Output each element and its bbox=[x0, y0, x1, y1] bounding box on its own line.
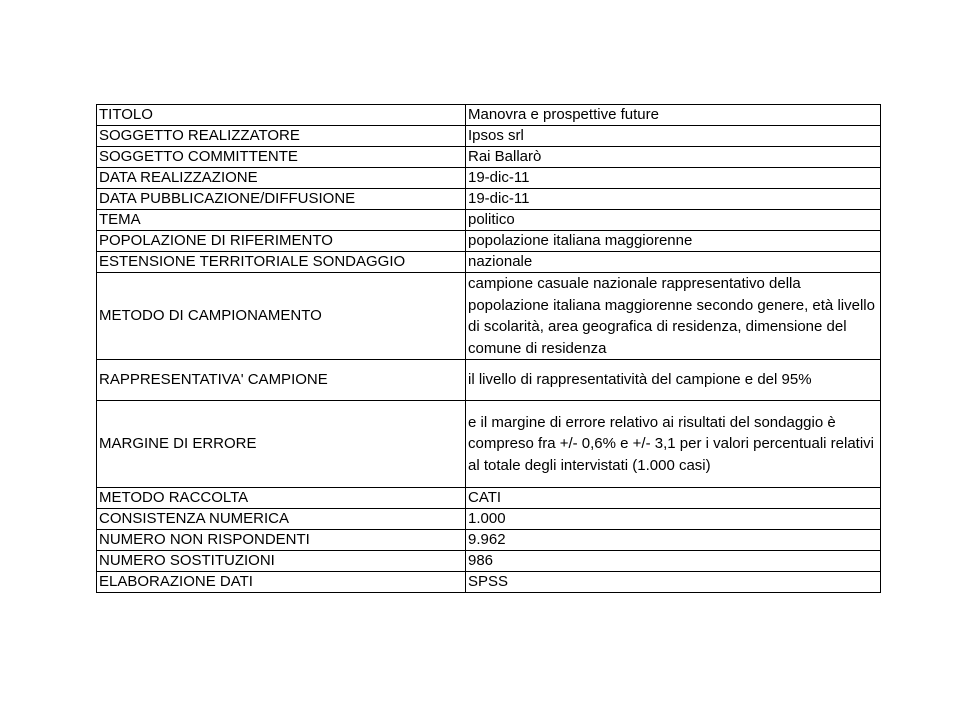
row-label-metodo-campionamento: METODO DI CAMPIONAMENTO bbox=[97, 273, 466, 360]
table-row bbox=[97, 530, 881, 551]
row-label-estensione: ESTENSIONE TERRITORIALE SONDAGGIO bbox=[97, 252, 466, 273]
row-value-tema: politico bbox=[466, 210, 881, 231]
table-row bbox=[97, 231, 881, 252]
table-row bbox=[97, 401, 881, 488]
table-row bbox=[97, 273, 881, 360]
row-label-metodo-raccolta: METODO RACCOLTA bbox=[97, 488, 466, 509]
row-value-data-realizzazione: 19-dic-11 bbox=[466, 168, 881, 189]
row-label-margine-errore: MARGINE DI ERRORE bbox=[97, 401, 466, 488]
row-label-popolazione: POPOLAZIONE DI RIFERIMENTO bbox=[97, 231, 466, 252]
table-row bbox=[97, 360, 881, 401]
row-value-sostituzioni: 986 bbox=[466, 551, 881, 572]
row-value-metodo-campionamento: campione casuale nazionale rappresentativo della popolazione italiana maggiorenne secondo genere, età livello di scolarità, area geografica di residenza, dimensione del comune di residenza bbox=[466, 273, 881, 360]
row-value-estensione: nazionale bbox=[466, 252, 881, 273]
row-value-consistenza: 1.000 bbox=[466, 509, 881, 530]
table-row bbox=[97, 488, 881, 509]
row-label-non-rispondenti: NUMERO NON RISPONDENTI bbox=[97, 530, 466, 551]
row-label-tema: TEMA bbox=[97, 210, 466, 231]
row-value-data-pubblicazione: 19-dic-11 bbox=[466, 189, 881, 210]
table-row bbox=[97, 105, 881, 126]
row-value-titolo: Manovra e prospettive future bbox=[466, 105, 881, 126]
row-label-sostituzioni: NUMERO SOSTITUZIONI bbox=[97, 551, 466, 572]
table-row bbox=[97, 126, 881, 147]
table-row bbox=[97, 252, 881, 273]
row-value-soggetto-committente: Rai Ballarò bbox=[466, 147, 881, 168]
table-row bbox=[97, 210, 881, 231]
table-row bbox=[97, 572, 881, 593]
row-label-consistenza: CONSISTENZA NUMERICA bbox=[97, 509, 466, 530]
row-label-soggetto-committente: SOGGETTO COMMITTENTE bbox=[97, 147, 466, 168]
row-label-soggetto-realizzatore: SOGGETTO REALIZZATORE bbox=[97, 126, 466, 147]
row-value-popolazione: popolazione italiana maggiorenne bbox=[466, 231, 881, 252]
row-value-soggetto-realizzatore: Ipsos srl bbox=[466, 126, 881, 147]
table-row bbox=[97, 189, 881, 210]
survey-info-sheet bbox=[96, 104, 880, 593]
row-value-margine-errore: e il margine di errore relativo ai risultati del sondaggio è compreso fra +/- 0,6% e +/- 3,1 per i valori percentuali relativi al totale degli intervistati (1.000 casi) bbox=[466, 401, 881, 488]
table-row bbox=[97, 509, 881, 530]
row-label-data-pubblicazione: DATA PUBBLICAZIONE/DIFFUSIONE bbox=[97, 189, 466, 210]
survey-info-table bbox=[96, 104, 881, 593]
table-row bbox=[97, 168, 881, 189]
row-label-rappresentativa: RAPPRESENTATIVA' CAMPIONE bbox=[97, 360, 466, 401]
row-label-elaborazione: ELABORAZIONE DATI bbox=[97, 572, 466, 593]
row-value-rappresentativa: il livello di rappresentatività del campione e del 95% bbox=[466, 360, 881, 401]
row-value-non-rispondenti: 9.962 bbox=[466, 530, 881, 551]
table-row bbox=[97, 147, 881, 168]
row-label-data-realizzazione: DATA REALIZZAZIONE bbox=[97, 168, 466, 189]
row-value-elaborazione: SPSS bbox=[466, 572, 881, 593]
row-value-metodo-raccolta: CATI bbox=[466, 488, 881, 509]
table-row bbox=[97, 551, 881, 572]
row-label-titolo: TITOLO bbox=[97, 105, 466, 126]
